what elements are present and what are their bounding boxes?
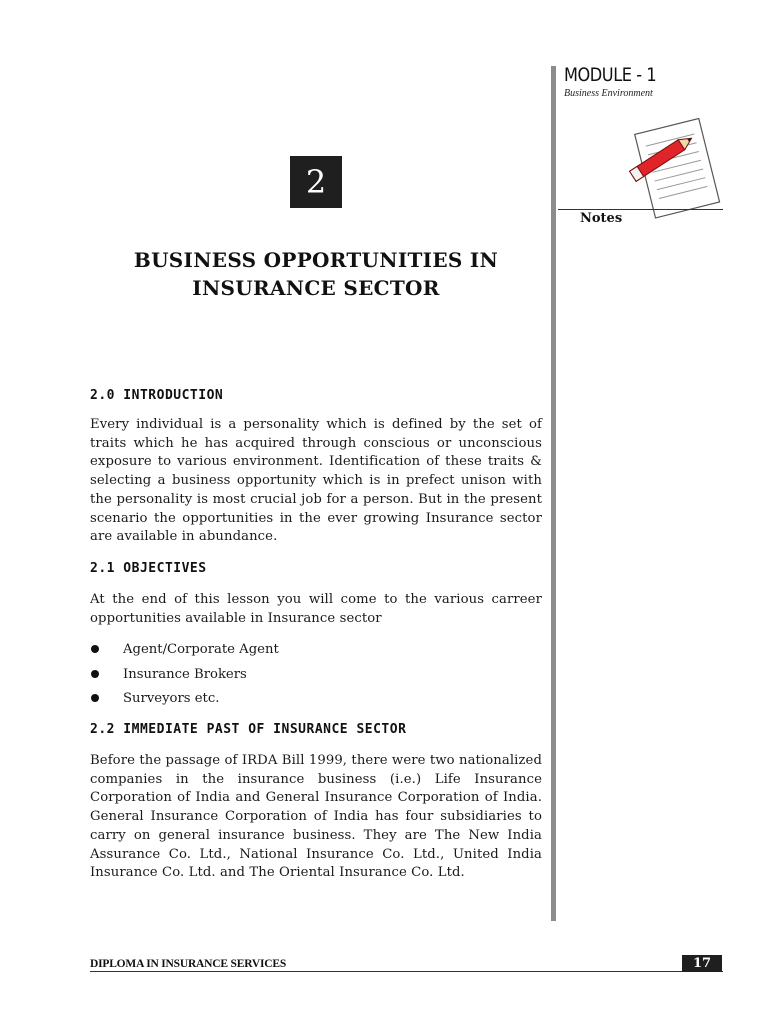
objectives-list bbox=[90, 641, 542, 715]
module-title: MODULE - 1 bbox=[564, 64, 657, 86]
list-item: Surveyors etc. bbox=[90, 690, 542, 715]
page-number: 17 bbox=[682, 955, 722, 972]
bullet-icon bbox=[91, 694, 99, 702]
module-subtitle: Business Environment bbox=[564, 88, 653, 99]
notepad-pencil-icon bbox=[622, 112, 726, 222]
section-heading-immediate-past: 2.2 IMMEDIATE PAST OF INSURANCE SECTOR bbox=[90, 722, 407, 737]
bullet-icon bbox=[91, 645, 99, 653]
footer-rule bbox=[90, 971, 723, 972]
section-heading-introduction: 2.0 INTRODUCTION bbox=[90, 388, 224, 403]
chapter-number: 2 bbox=[290, 156, 342, 208]
notes-divider bbox=[558, 209, 723, 210]
margin-rule bbox=[551, 66, 556, 921]
chapter-title-line1: BUSINESS OPPORTUNITIES IN bbox=[133, 248, 499, 272]
bullet-icon bbox=[91, 670, 99, 678]
notes-label: Notes bbox=[580, 211, 623, 226]
list-item: Agent/Corporate Agent bbox=[90, 641, 542, 666]
paragraph-introduction: Every individual is a personality which is defined by the set of traits which he has acquired through conscious or unconscious exposure to various environment. Identification of these traits & selecting a business opportunity which is in prefect unison with the personality is most crucial job for a person. But in the present scenario the opportunities in the ever growing Insurance sector are available in abundance. bbox=[90, 417, 542, 545]
chapter-title bbox=[90, 246, 542, 302]
paragraph-immediate-past: Before the passage of IRDA Bill 1999, there were two nationalized companies in the insurance business (i.e.) Life Insurance Corporation of India and General Insurance Corporation of India. General Insurance Corporation of India has four subsidiaries to carry on general insurance business. They are The New India Assurance Co. Ltd., National Insurance Co. Ltd., United India Insurance Co. Ltd. and The Oriental Insurance Co. Ltd. bbox=[90, 753, 542, 881]
paragraph-objectives: At the end of this lesson you will come to the various carreer opportunities available in Insurance sector bbox=[90, 592, 542, 626]
chapter-title-line2: INSURANCE SECTOR bbox=[192, 276, 440, 300]
section-heading-objectives: 2.1 OBJECTIVES bbox=[90, 561, 207, 576]
footer-course-title: DIPLOMA IN INSURANCE SERVICES bbox=[90, 958, 287, 970]
list-item: Insurance Brokers bbox=[90, 666, 542, 691]
